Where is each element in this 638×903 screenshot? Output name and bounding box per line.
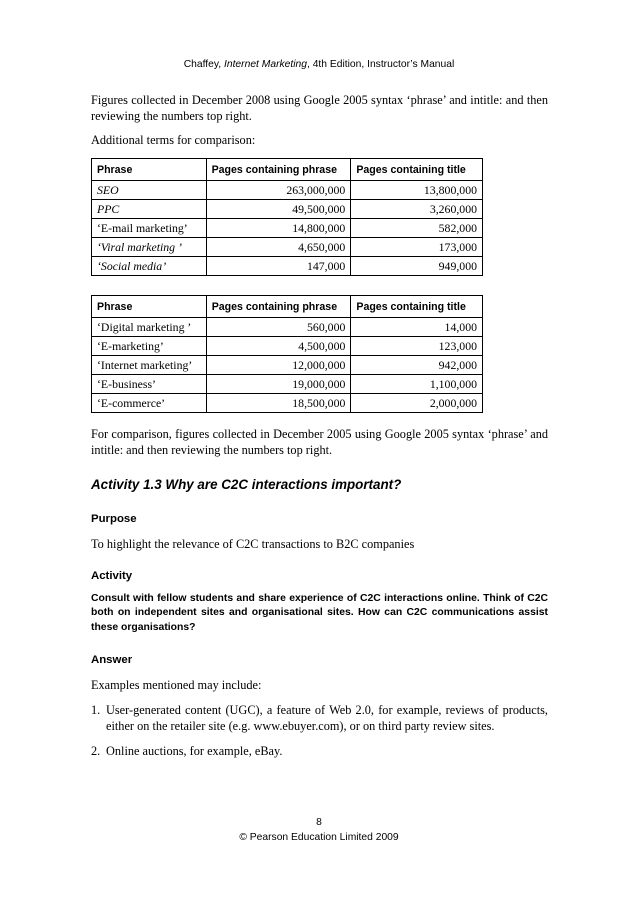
header-cell-pages-title: Pages containing title <box>351 296 483 318</box>
cell-phrase: SEO <box>92 181 207 200</box>
cell-phrase: ‘Internet marketing’ <box>92 356 207 375</box>
cell-pages-phrase: 18,500,000 <box>206 394 351 413</box>
table-header-row <box>92 296 483 318</box>
cell-pages-title: 123,000 <box>351 337 483 356</box>
header-cell-pages-phrase: Pages containing phrase <box>206 159 351 181</box>
cell-phrase: PPC <box>92 200 207 219</box>
running-header <box>0 59 638 70</box>
cell-pages-phrase: 49,500,000 <box>206 200 351 219</box>
cell-pages-phrase: 4,650,000 <box>206 238 351 257</box>
header-cell-pages-title: Pages containing title <box>351 159 483 181</box>
cell-phrase: ‘Social media’ <box>92 257 207 276</box>
table-row <box>92 375 483 394</box>
cell-pages-title: 1,100,000 <box>351 375 483 394</box>
activity-text: Consult with fellow students and share experience of C2C interactions online. Think of C2C both on independent sites and organisational sites. How can C2C communications assist these organisations? <box>91 593 548 633</box>
header-book-title: Internet Marketing <box>223 59 307 70</box>
cell-pages-phrase: 147,000 <box>206 257 351 276</box>
answer-heading: Answer <box>91 653 133 666</box>
purpose-heading: Purpose <box>91 513 137 525</box>
additional-terms-label: Additional terms for comparison: <box>91 133 256 147</box>
activity-heading: Activity 1.3 Why are C2C interactions important? <box>91 477 402 492</box>
comparison-paragraph: For comparison, figures collected in December 2005 using Google 2005 syntax ‘phrase’ and intitle: and then reviewing the numbers top right. <box>91 427 548 457</box>
comparison-table-1 <box>91 158 483 276</box>
cell-pages-phrase: 263,000,000 <box>206 181 351 200</box>
table-row <box>92 219 483 238</box>
copyright-notice: © Pearson Education Limited 2009 <box>239 832 399 843</box>
answer-list <box>91 702 548 759</box>
answer-intro: Examples mentioned may include: <box>91 677 262 692</box>
table-row <box>92 200 483 219</box>
activity-subheading: Activity <box>91 570 133 582</box>
list-item-number: 1. <box>91 702 101 717</box>
list-item-text: Online auctions, for example, eBay. <box>106 743 283 758</box>
cell-pages-title: 14,000 <box>351 318 483 337</box>
list-item-text: User-generated content (UGC), a feature of Web 2.0, for example, reviews of products, either on the retailer site (e.g. www.ebuyer.com), or on third party review sites. <box>106 702 548 733</box>
cell-phrase: ‘E-commerce’ <box>92 394 207 413</box>
cell-phrase: ‘E-business’ <box>92 375 207 394</box>
comparison-table-2 <box>91 295 483 413</box>
header-cell-pages-phrase: Pages containing phrase <box>206 296 351 318</box>
page-body <box>91 92 548 759</box>
cell-phrase: ‘Digital marketing ’ <box>92 318 207 337</box>
cell-pages-phrase: 4,500,000 <box>206 337 351 356</box>
cell-pages-title: 13,800,000 <box>351 181 483 200</box>
cell-phrase: ‘E-mail marketing’ <box>92 219 207 238</box>
page-number: 8 <box>316 817 322 828</box>
table-row <box>92 257 483 276</box>
cell-pages-phrase: 12,000,000 <box>206 356 351 375</box>
cell-phrase: ‘E-marketing’ <box>92 337 207 356</box>
header-edition: , 4th Edition, Instructor’s Manual <box>306 59 455 70</box>
cell-pages-phrase: 14,800,000 <box>206 219 351 238</box>
cell-pages-title: 582,000 <box>351 219 483 238</box>
cell-pages-title: 3,260,000 <box>351 200 483 219</box>
cell-phrase: ‘Viral marketing ’ <box>92 238 207 257</box>
list-item <box>91 702 548 734</box>
list-item-number: 2. <box>91 743 101 758</box>
cell-pages-title: 173,000 <box>351 238 483 257</box>
header-cell-phrase: Phrase <box>92 296 207 318</box>
cell-pages-phrase: 560,000 <box>206 318 351 337</box>
page-footer <box>0 815 638 845</box>
header-author: Chaffey, <box>183 59 224 70</box>
cell-pages-title: 942,000 <box>351 356 483 375</box>
table-row <box>92 394 483 413</box>
table-row <box>92 318 483 337</box>
table-row <box>92 181 483 200</box>
cell-pages-phrase: 19,000,000 <box>206 375 351 394</box>
table-row <box>92 238 483 257</box>
cell-pages-title: 2,000,000 <box>351 394 483 413</box>
table-header-row <box>92 159 483 181</box>
table-row <box>92 356 483 375</box>
intro-paragraph: Figures collected in December 2008 using Google 2005 syntax ‘phrase’ and intitle: and then reviewing the numbers top right. <box>91 93 548 123</box>
cell-pages-title: 949,000 <box>351 257 483 276</box>
list-item <box>91 743 548 759</box>
table-row <box>92 337 483 356</box>
purpose-text: To highlight the relevance of C2C transactions to B2C companies <box>91 537 415 551</box>
header-cell-phrase: Phrase <box>92 159 207 181</box>
